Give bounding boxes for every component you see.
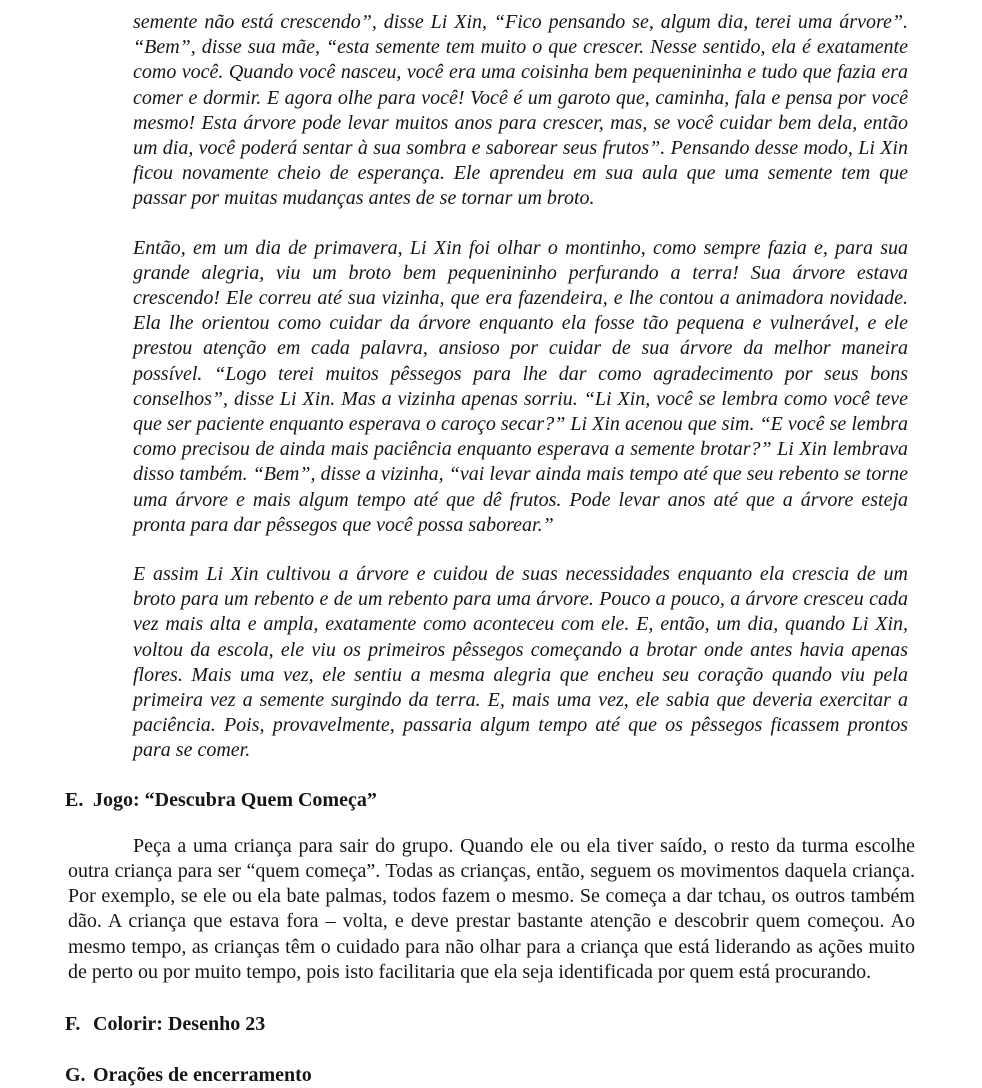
section-f-letter: F. bbox=[65, 1012, 81, 1035]
section-e-heading bbox=[65, 788, 915, 813]
section-e-title: Jogo: “Descubra Quem Começa” bbox=[93, 788, 377, 811]
section-g-letter: G. bbox=[65, 1063, 86, 1086]
section-f-heading bbox=[65, 1012, 915, 1037]
story-paragraph-2: Então, em um dia de primavera, Li Xin foi olhar o montinho, como sempre fazia e, para sua grande alegria, viu um broto bem pequenininho perfurando a terra! Sua árvore estava crescendo! Ele correu até sua vizinha, que era fazendeira, e lhe contou a animadora novidade. Ela lhe orientou como cuidar da árvore enquanto ela fosse tão pequena e vulnerável, e ele prestou atenção em cada palavra, ansioso por cuidar de sua árvore da melhor maneira possível. “Logo terei muitos pêssegos para lhe dar como agradecimento por seus bons conselhos”, disse Li Xin. Mas a vizinha apenas sorriu. “Li Xin, você se lembra como você teve que ser paciente enquanto esperava o caroço secar?” Li Xin acenou que sim. “E você se lembra como precisou de ainda mais paciência enquanto esperava a semente brotar?” Li Xin lembrava disso também. “Bem”, disse a vizinha, “vai levar ainda mais tempo até que seu rebento se torne uma árvore e mais algum tempo até que dê frutos. Pode levar anos até que a árvore esteja pronta para dar pêssegos que você possa saborear.” bbox=[133, 236, 908, 536]
section-e-letter: E. bbox=[65, 788, 84, 811]
story-block bbox=[133, 10, 908, 764]
section-g-heading bbox=[65, 1063, 915, 1088]
section-g-title: Orações de encerramento bbox=[93, 1063, 312, 1086]
story-paragraph-1: semente não está crescendo”, disse Li Xin, “Fico pensando se, algum dia, terei uma árvore”. “Bem”, disse sua mãe, “esta semente tem muito o que crescer. Nesse sentido, ela é exatamente como você. Quando você nasceu, você era uma coisinha bem pequenininha e tudo que fazia era comer e dormir. E agora olhe para você! Você é um garoto que, caminha, fala e pensa por você mesmo! Esta árvore pode levar muitos anos para crescer, mas, se você cuidar bem dela, então um dia, você poderá sentar à sua sombra e saborear seus frutos”. Pensando desse modo, Li Xin ficou novamente cheio de esperança. Ele aprendeu em sua aula que uma semente tem que passar por muitas mudanças antes de se tornar um broto. bbox=[133, 11, 908, 210]
story-paragraph-3: E assim Li Xin cultivou a árvore e cuidou de suas necessidades enquanto ela crescia de um broto para um rebento e de um rebento para uma árvore. Pouco a pouco, a árvore cresceu cada vez mais alta e ampla, exatamente como aconteceu com ele. E, então, um dia, quando Li Xin, voltou da escola, ele viu os primeiros pêssegos começando a brotar onde antes havia apenas flores. Mais uma vez, ele sentiu a mesma alegria que encheu seu coração quando viu pela primeira vez a semente surgindo da terra. E, mais uma vez, ele sabia que deveria exercitar a paciência. Pois, provavelmente, passaria algum tempo até que os pêssegos ficassem prontos para se comer. bbox=[133, 563, 908, 762]
section-e-body: Peça a uma criança para sair do grupo. Quando ele ou ela tiver saído, o resto da turma escolhe outra criança para ser “quem começa”. Todas as crianças, então, seguem os movimentos daquela criança. Por exemplo, se ele ou ela bate palmas, todos fazem o mesmo. Se começa a dar tchau, os outros também dão. A criança que estava fora – volta, e deve prestar bastante atenção e descobrir quem começou. Ao mesmo tempo, as crianças têm o cuidado para não olhar para a criança que está liderando as ações muito de perto ou por muito tempo, pois isto facilitaria que ela seja identificada por quem está procurando. bbox=[68, 834, 915, 983]
section-f-title: Colorir: Desenho 23 bbox=[93, 1012, 266, 1035]
